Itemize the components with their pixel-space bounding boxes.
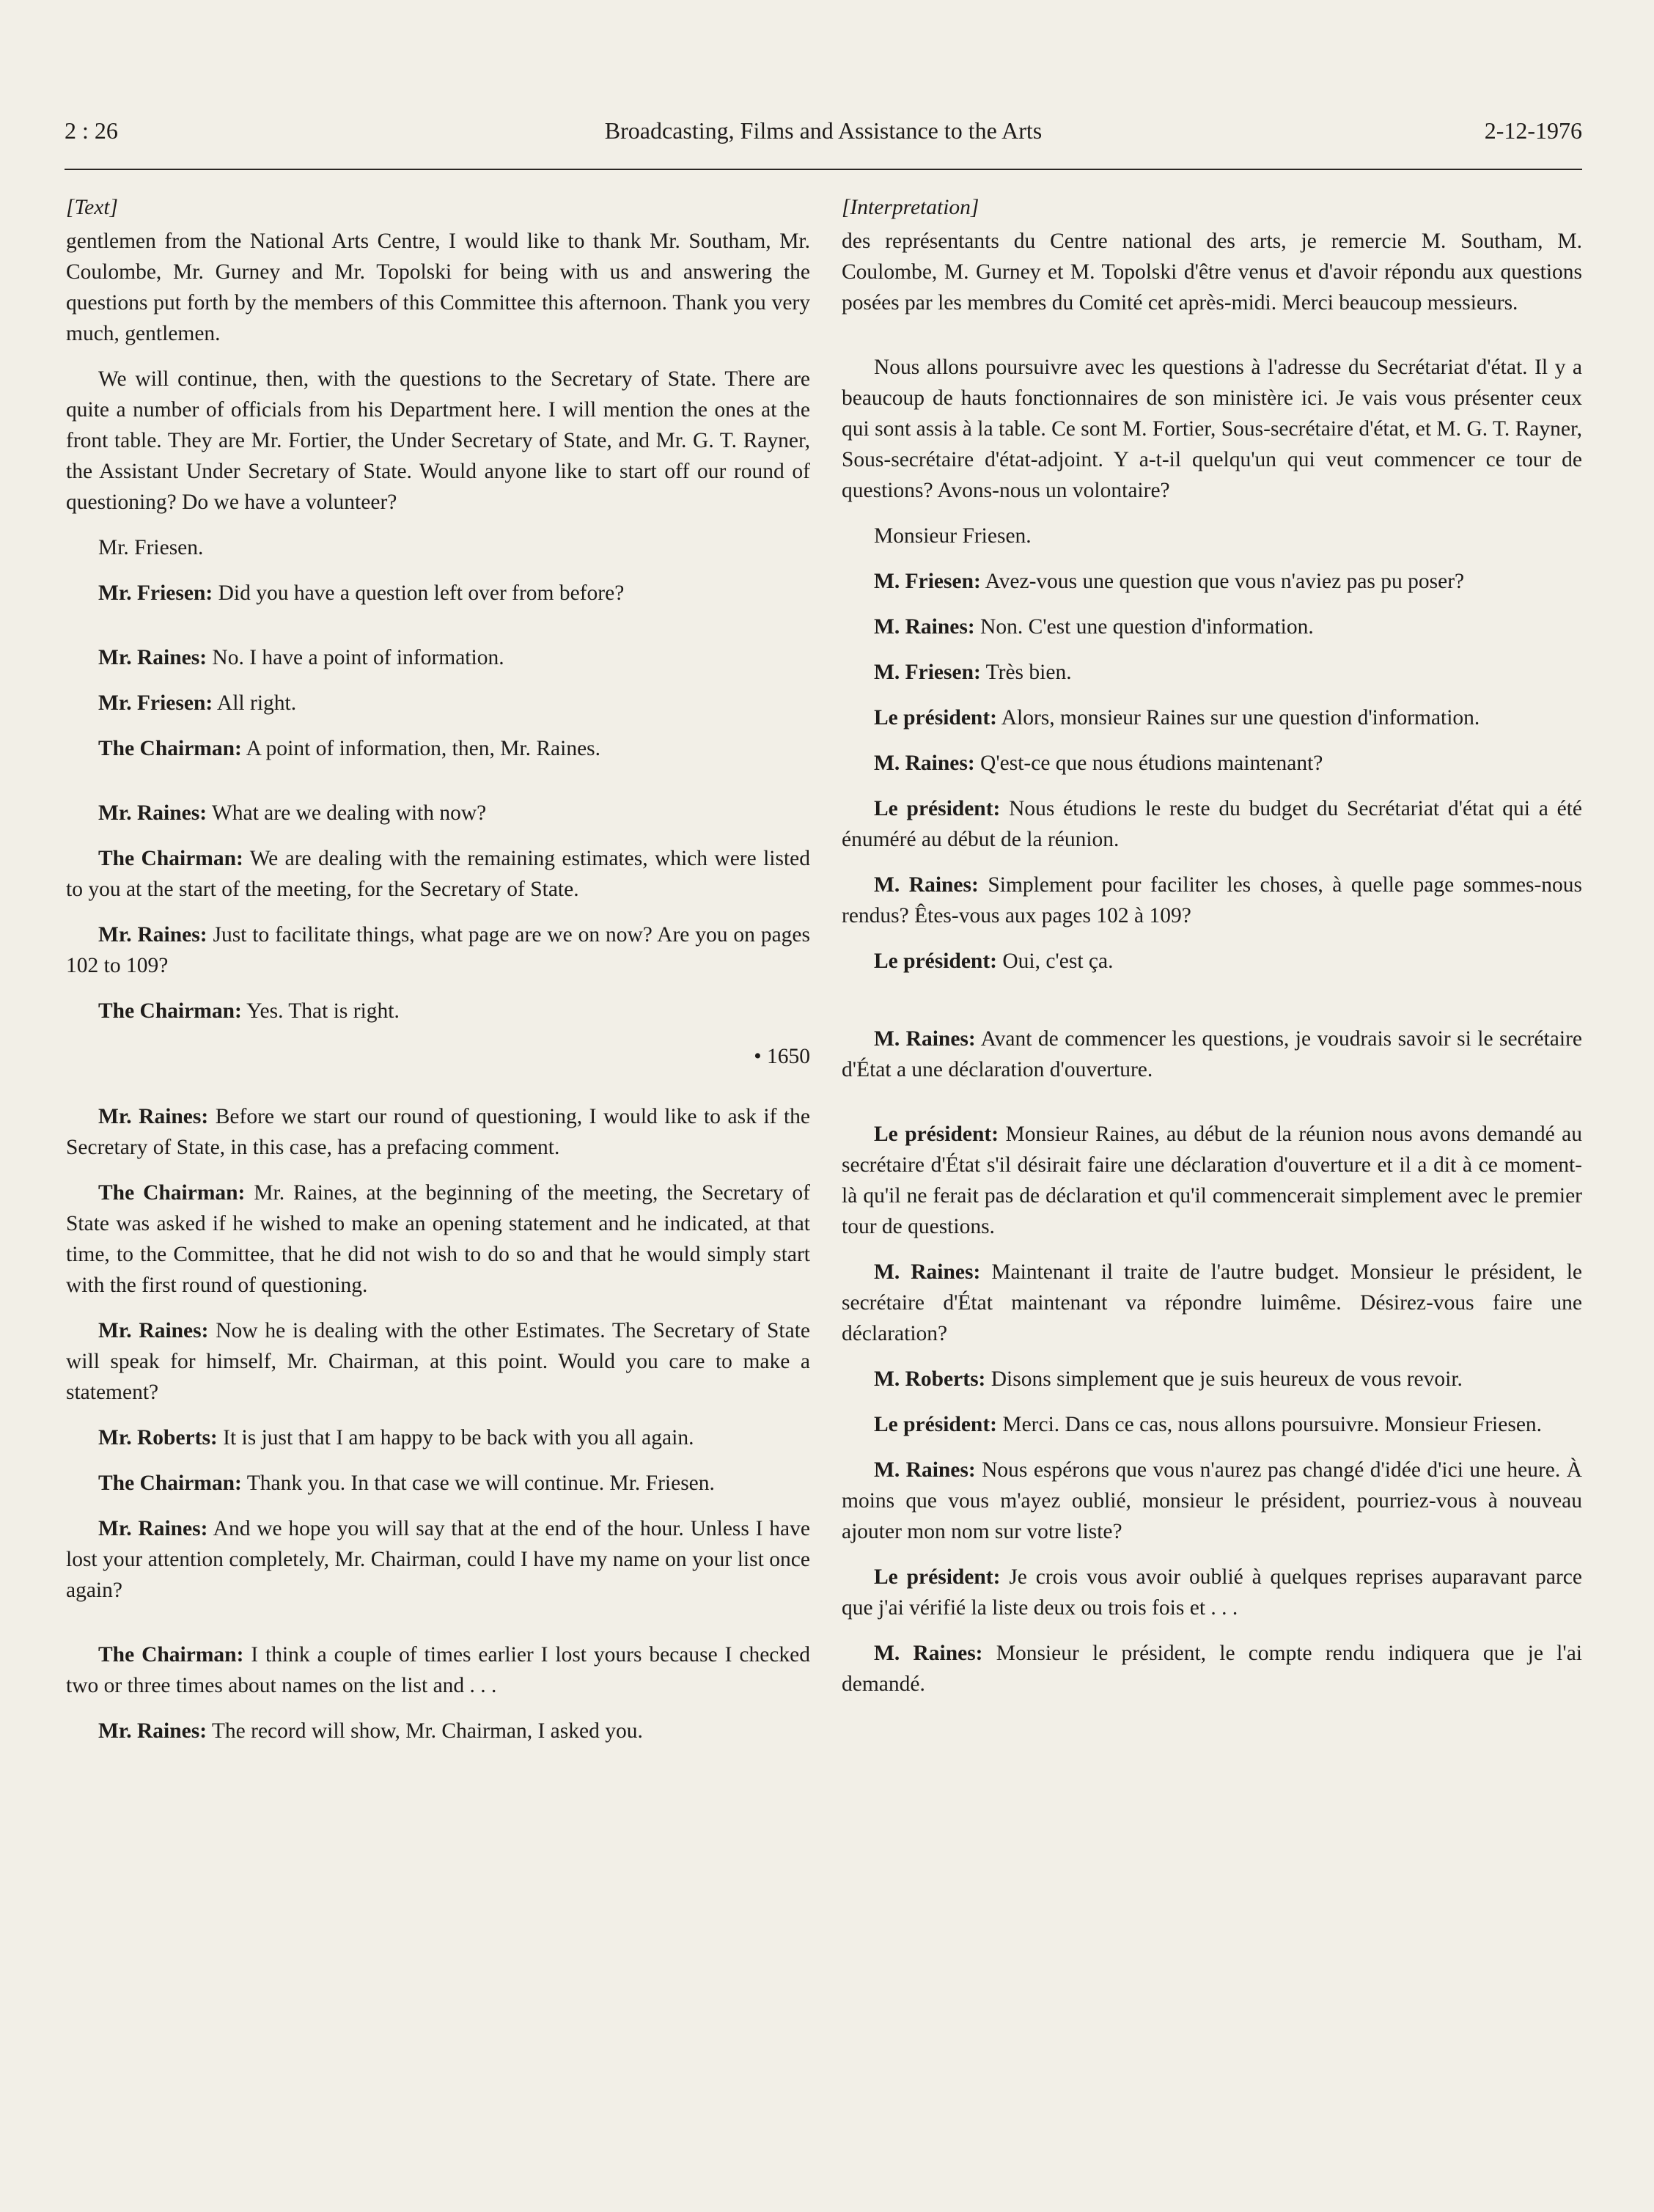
speech-text: Just to facilitate things, what page are we on now? Are you on pages 102 to 109? [66,923,810,977]
speech-text: Thank you. In that case we will continue. Mr. Friesen. [241,1471,715,1495]
speaker: The Chairman: [98,737,242,760]
speech [66,996,810,1026]
speaker: M. Raines: [874,873,979,897]
text-tag: [Text] [66,196,119,219]
speech-text: Yes. That is right. [241,999,400,1023]
speech [66,688,810,719]
speech [842,611,1582,642]
speaker: Le président: [874,797,1001,820]
paragraph: des représentants du Centre national des arts, je remercie M. Southam, M. Coulombe, M. Gurney et M. Topolski d'être venus et d'avoir répondu aux questions posées par les membres du Comité cet après-midi. Merci beaucoup messieurs. [842,229,1582,315]
speech-text: No. I have a point of information. [207,646,504,669]
page-title: Broadcasting, Films and Assistance to the Arts [604,117,1043,144]
speech [66,1177,810,1301]
speaker: Mr. Friesen: [98,581,213,605]
speech-text: Before we start our round of questioning, I would like to ask if the Secretary of State, in this case, has a prefacing comment. [66,1105,810,1159]
speech-text: We are dealing with the remaining estimates, which were listed to you at the start of the meeting, for the Secretary of State. [66,847,811,901]
speech [66,1716,810,1746]
speech [842,657,1582,688]
speech [842,1409,1582,1440]
speech-text: And we hope you will say that at the end of the hour. Unless I have lost your attention completely, Mr. Chairman, could I have my name on your list once again? [66,1517,810,1602]
speech [842,1024,1582,1085]
timestamp: • 1650 [754,1045,810,1068]
speech [66,578,810,609]
speech-text: Q'est-ce que nous étudions maintenant? [974,752,1323,775]
speech-text: Avant de commencer les questions, je voudrais savoir si le secrétaire d'État a une déclaration d'ouverture. [842,1027,1582,1081]
speaker: Mr. Raines: [98,923,207,947]
speech-text: Now he is dealing with the other Estimates. The Secretary of State will speak for himself, Mr. Chairman, at this point. Would you care to make a statement? [66,1319,810,1404]
speech [842,1119,1582,1242]
speaker: The Chairman: [98,1181,246,1205]
speech-text: All right. [213,691,297,715]
speaker: M. Raines: [874,615,975,639]
french-column [842,192,1582,1714]
speech [66,798,810,828]
speech-text: Je crois vous avoir oublié à quelques reprises auparavant parce que j'ai vérifié la liste deux ou trois fois et . . . [842,1565,1582,1620]
speech-text: Avez-vous une question que vous n'aviez pas pu poser? [980,570,1465,593]
speech [842,748,1582,779]
speaker: The Chairman: [98,847,243,870]
speaker: Mr. Raines: [98,801,207,825]
speech-text: Nous espérons que vous n'aurez pas changé d'idée d'ici une heure. À moins que vous m'ayez oublié, monsieur le président, pourriez-vous à nouveau ajouter mon nom sur votre liste? [842,1458,1582,1543]
paragraph: Nous allons poursuivre avec les questions à l'adresse du Secrétariat d'état. Il y a beaucoup de hauts fonctionnaires de son ministère ici. Je vais vous présenter ceux qui sont assis à la table. Ce sont M. Fortier, Sous-secrétaire d'état, et M. G. T. Rayner, Sous-secrétaire d'état-adjoint. Y a-t-il quelqu'un qui veut commencer ce tour de questions? Avons-nous un volontaire? [842,356,1582,502]
speaker: Mr. Raines: [98,1105,209,1128]
speech [66,733,810,764]
speech [66,1315,810,1408]
speaker: M. Raines: [874,1458,976,1482]
speech [66,919,810,981]
speaker: Mr. Roberts: [98,1426,218,1449]
speech-text: Très bien. [980,661,1072,684]
speaker: M. Raines: [874,1027,976,1051]
speaker: Le président: [874,949,997,973]
speech-text: Oui, c'est ça. [996,949,1114,973]
speech [842,702,1582,733]
speech-text: Did you have a question left over from before? [213,581,625,605]
speech [66,1422,810,1453]
english-column [66,192,810,1761]
speaker: Le président: [874,1565,1001,1589]
speech-text: Monsieur Raines, au début de la réunion nous avons demandé au secrétaire d'État s'il désirait faire une déclaration d'ouverture et il a dit à ce moment-là qu'il ne ferait pas de déclaration et qu'il commencerait simplement avec le premier tour de questions. [842,1122,1582,1238]
speech [66,1639,810,1701]
speech [842,946,1582,977]
speech [842,793,1582,855]
paragraph: We will continue, then, with the questions to the Secretary of State. There are quite a number of officials from his Department here. I will mention the ones at the front table. They are Mr. Fortier, the Under Secretary of State, and Mr. G. T. Rayner, the Assistant Under Secretary of State. Would anyone like to start off our round of questioning? Do we have a volunteer? [66,367,810,514]
paragraph: gentlemen from the National Arts Centre, I would like to thank Mr. Southam, Mr. Coulombe, Mr. Gurney and Mr. Topolski for being with us and answering the questions put forth by the members of this Committee this afternoon. Thank you very much, gentlemen. [66,229,810,345]
speech [66,1101,810,1163]
page-header [65,117,1582,158]
speech-text: The record will show, Mr. Chairman, I asked you. [207,1719,643,1743]
speech-text: A point of information, then, Mr. Raines. [241,737,601,760]
page-date: 2-12-1976 [1484,117,1582,144]
speech-text: Monsieur le président, le compte rendu indiquera que je l'ai demandé. [842,1642,1582,1696]
speech [66,843,810,905]
speaker: Mr. Friesen: [98,691,213,715]
speaker: The Chairman: [98,999,242,1023]
speaker: Mr. Raines: [98,1719,207,1743]
speech-text: Nous étudions le reste du budget du Secrétariat d'état qui a été énuméré au début de la réunion. [842,797,1582,851]
speaker: M. Raines: [874,752,975,775]
paragraph: Mr. Friesen. [98,536,204,559]
speaker: Mr. Raines: [98,1517,208,1540]
speech [842,1364,1582,1395]
speech [842,870,1582,931]
speech-text: Merci. Dans ce cas, nous allons poursuivre. Monsieur Friesen. [996,1413,1543,1436]
speaker: Le président: [874,1413,997,1436]
speech [66,1513,810,1606]
paragraph: Monsieur Friesen. [874,524,1032,548]
interpretation-tag: [Interpretation] [842,196,979,219]
speaker: Mr. Raines: [98,646,207,669]
speech-text: Non. C'est une question d'information. [974,615,1314,639]
page-number: 2 : 26 [65,117,118,144]
header-rule [65,169,1582,170]
speaker: M. Raines: [874,1260,981,1284]
speech-text: What are we dealing with now? [207,801,487,825]
speech-text: Maintenant il traite de l'autre budget. Monsieur le président, le secrétaire d'État maintenant va répondre luimême. Désirez-vous faire une déclaration? [842,1260,1582,1345]
speech [66,1468,810,1499]
speech [842,1638,1582,1700]
speech [66,642,810,673]
speaker: Mr. Raines: [98,1319,209,1342]
speaker: Le président: [874,706,997,730]
speech-text: Disons simplement que je suis heureux de vous revoir. [985,1367,1463,1391]
speech [842,1562,1582,1623]
speech-text: I think a couple of times earlier I lost yours because I checked two or three times about names on the list and . . . [66,1643,810,1697]
speaker: Le président: [874,1122,999,1146]
speech [842,1455,1582,1547]
speaker: The Chairman: [98,1643,244,1667]
speech-text: Simplement pour faciliter les choses, à quelle page sommes-nous rendus? Êtes-vous aux pages 102 à 109? [842,873,1582,927]
speech-text: Mr. Raines, at the beginning of the meeting, the Secretary of State was asked if he wished to make an opening statement and he indicated, at that time, to the Committee, that he did not wish to do so and that he would simply start with the first round of questioning. [66,1181,810,1297]
speaker: M. Roberts: [874,1367,986,1391]
speaker: M. Friesen: [874,661,981,684]
speech [842,1257,1582,1349]
speaker: M. Friesen: [874,570,981,593]
speech-text: It is just that I am happy to be back with you all again. [217,1426,694,1449]
speaker: The Chairman: [98,1471,242,1495]
speaker: M. Raines: [874,1642,983,1665]
speech [842,566,1582,597]
speech-text: Alors, monsieur Raines sur une question d'information. [996,706,1480,730]
